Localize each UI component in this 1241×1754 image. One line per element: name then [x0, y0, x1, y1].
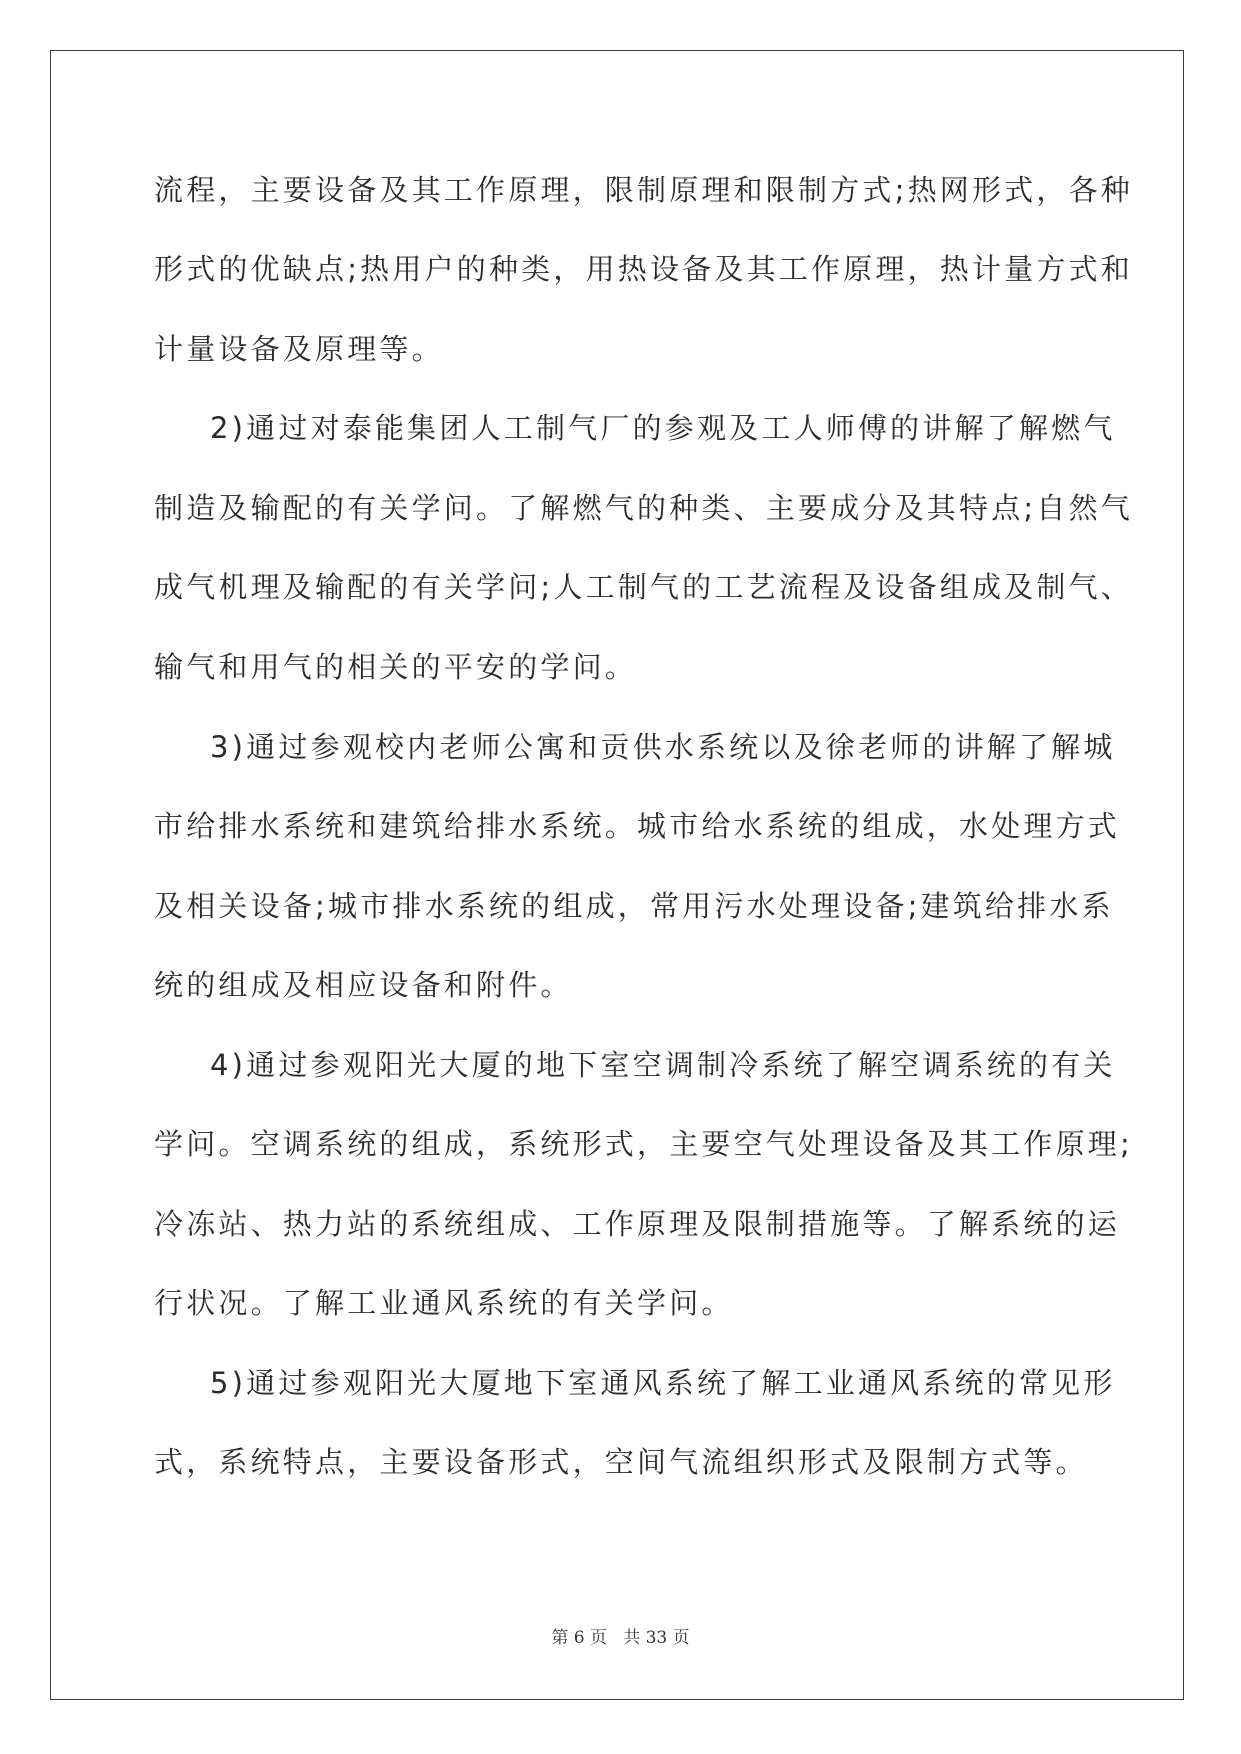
text-line: 输气和用气的相关的平安的学问。: [154, 650, 638, 684]
text-line: 形式的优缺点;热用户的种类，用热设备及其工作原理，热计量方式和: [154, 252, 1133, 286]
text-line: 及相关设备;城市排水系统的组成，常用污水处理设备;建筑给排水系: [154, 889, 1114, 923]
text-line: 流程，主要设备及其工作原理，限制原理和限制方式;热网形式，各种: [154, 173, 1133, 207]
text-line: 统的组成及相应设备和附件。: [154, 968, 573, 1002]
text-line: 5)通过参观阳光大厦地下室通风系统了解工业通风系统的常见形: [210, 1366, 1116, 1400]
text-line: 学问。空调系统的组成，系统形式，主要空气处理设备及其工作原理;: [154, 1127, 1133, 1161]
text-line: 成气机理及输配的有关学问;人工制气的工艺流程及设备组成及制气、: [154, 570, 1133, 604]
text-line: 行状况。了解工业通风系统的有关学问。: [154, 1286, 734, 1320]
text-line: 制造及输配的有关学问。了解燃气的种类、主要成分及其特点;自然气: [154, 491, 1133, 525]
page-footer: 第 6 页 共 33 页: [551, 1628, 690, 1648]
text-line: 2)通过对泰能集团人工制气厂的参观及工人师傅的讲解了解燃气: [210, 411, 1116, 445]
text-line: 冷冻站、热力站的系统组成、工作原理及限制措施等。了解系统的运: [154, 1207, 1121, 1241]
text-line: 4)通过参观阳光大厦的地下室空调制冷系统了解空调系统的有关: [210, 1048, 1116, 1082]
text-line: 式，系统特点，主要设备形式，空间气流组织形式及限制方式等。: [154, 1445, 1088, 1479]
text-line: 3)通过参观校内老师公寓和贡供水系统以及徐老师的讲解了解城: [210, 730, 1116, 764]
text-line: 计量设备及原理等。: [154, 332, 444, 366]
text-line: 市给排水系统和建筑给排水系统。城市给水系统的组成，水处理方式: [154, 809, 1121, 843]
